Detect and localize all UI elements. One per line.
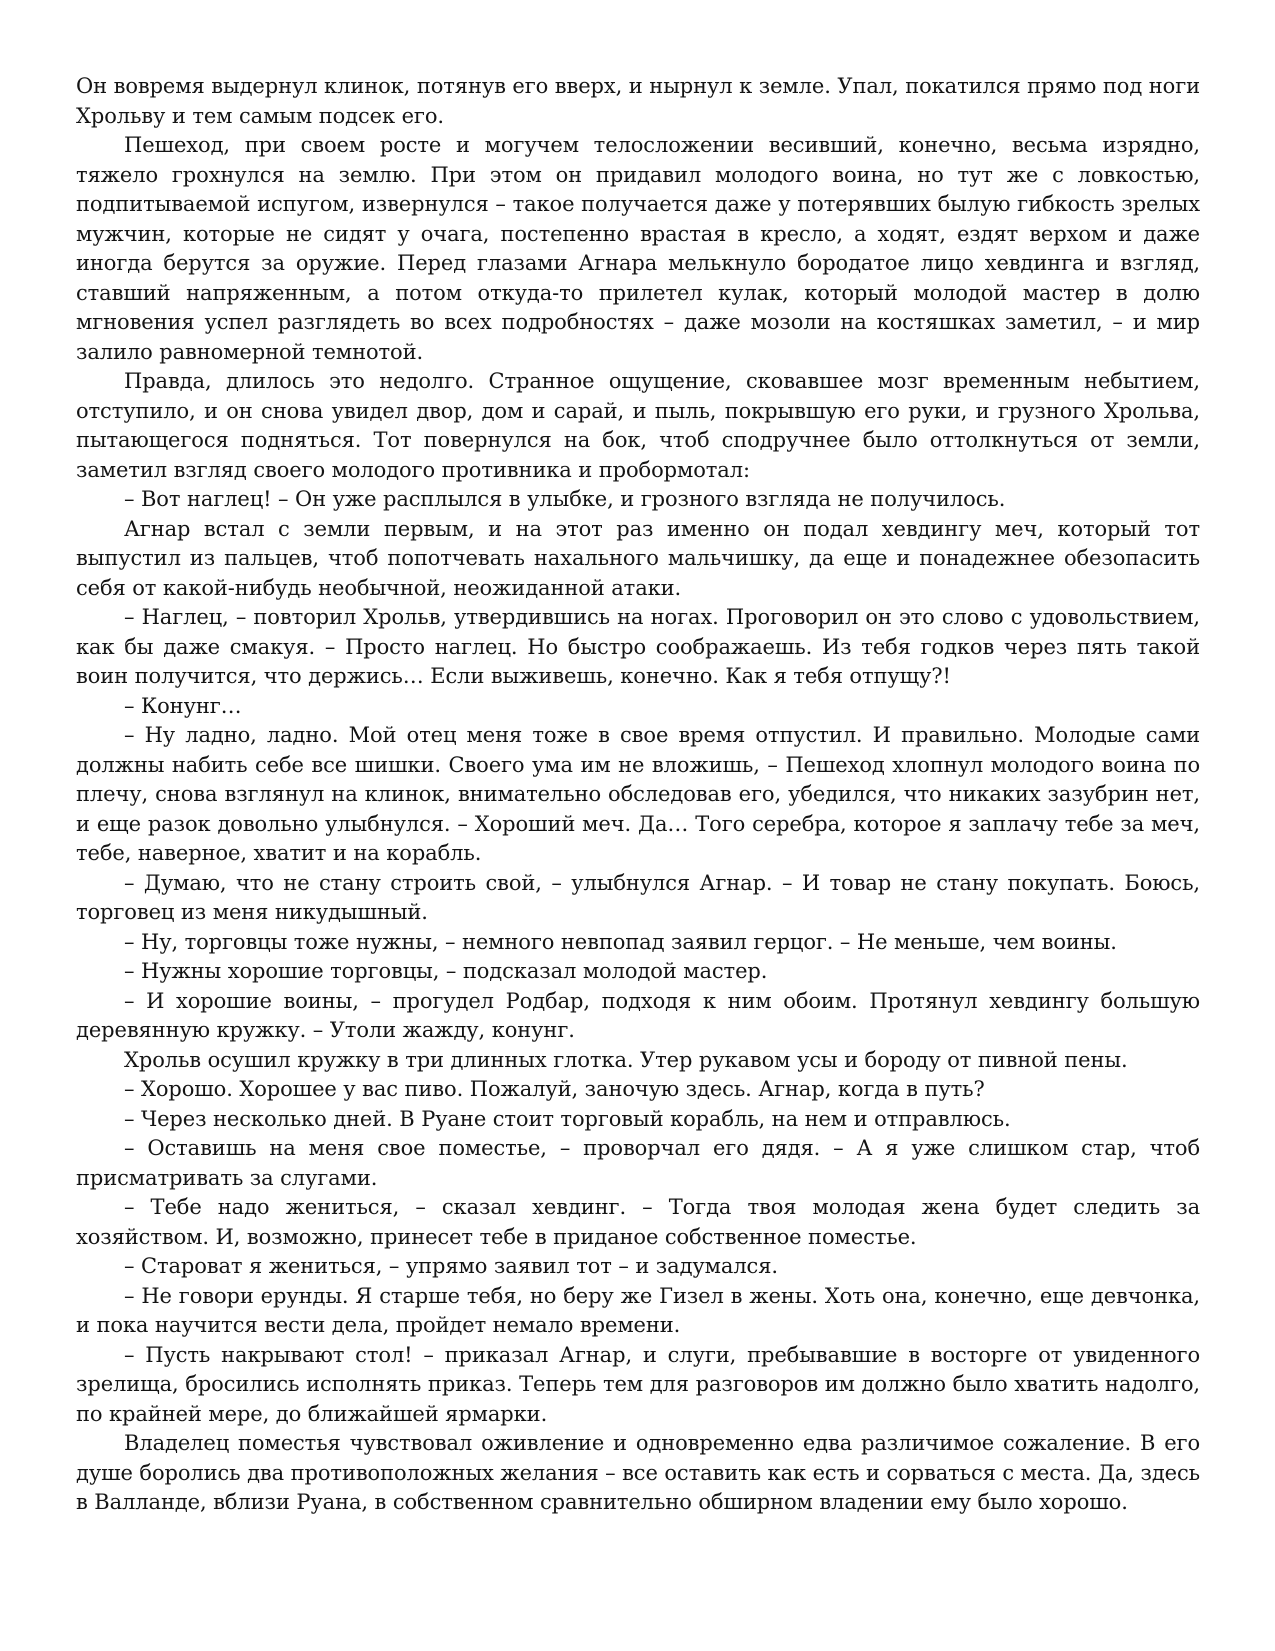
paragraph: – Наглец, – повторил Хрольв, утвердившись на ногах. Проговорил он это слово с удовольствием, как бы даже смакуя. – Просто наглец. Но быстро соображаешь. Из тебя годков через пять такой воин получится, что держись… Если выживешь, конечно. Как я тебя отпущу?! <box>76 605 1200 688</box>
paragraph: Правда, длилось это недолго. Странное ощущение, сковавшее мозг временным небытием, отступило, и он снова увидел двор, дом и сарай, и пыль, покрывшую его руки, и грузного Хрольва, пытающегося подняться. Тот повернулся на бок, чтоб сподручнее было оттолкнуться от земли, заметил взгляд своего молодого противника и пробормотал: <box>76 369 1200 482</box>
paragraph: – И хорошие воины, – прогудел Родбар, подходя к ним обоим. Протянул хевдингу большую деревянную кружку. – Утоли жажду, конунг. <box>76 988 1200 1042</box>
book-page <box>76 72 1200 1518</box>
paragraph: – Ну, торговцы тоже нужны, – немного невпопад заявил герцог. – Не меньше, чем воины. <box>124 929 1117 954</box>
paragraph: Он вовремя выдернул клинок, потянув его вверх, и нырнул к земле. Упал, покатился прямо под ноги Хрольву и тем самым подсек его. <box>76 74 1200 128</box>
paragraph: – Конунг… <box>124 693 242 718</box>
paragraph: Агнар встал с земли первым, и на этот раз именно он подал хевдингу меч, который тот выпустил из пальцев, чтоб попотчевать нахального мальчишку, да еще и понадежнее обезопасить себя от какой-нибудь необычной, неожиданной атаки. <box>76 516 1200 600</box>
paragraph: – Ну ладно, ладно. Мой отец меня тоже в свое время отпустил. И правильно. Молодые сами должны набить себе все шишки. Своего ума им не вложишь, – Пешеход хлопнул молодого воина по плечу, снова взглянул на клинок, внимательно обследовав его, убедился, что никаких зазубрин нет, и еще разок довольно улыбнулся. – Хороший меч. Да… Того серебра, которое я заплачу тебе за меч, тебе, наверное, хватит и на корабль. <box>76 723 1200 865</box>
paragraph: – Не говори ерунды. Я старше тебя, но беру же Гизел в жены. Хоть она, конечно, еще девчонка, и пока научится вести дела, пройдет немало времени. <box>76 1283 1200 1337</box>
paragraph: – Тебе надо жениться, – сказал хевдинг. – Тогда твоя молодая жена будет следить за хозяйством. И, возможно, принесет тебе в приданое собственное поместье. <box>76 1195 1200 1249</box>
paragraph: – Нужны хорошие торговцы, – подсказал молодой мастер. <box>124 959 768 983</box>
paragraph: Хрольв осушил кружку в три длинных глотка. Утер рукавом усы и бороду от пивной пены. <box>124 1047 1128 1072</box>
paragraph: – Пусть накрывают стол! – приказал Агнар, и слуги, пребывавшие в восторге от увиденного зрелища, бросились исполнять приказ. Теперь тем для разговоров им должно было хватить надолго, по крайней мере, до ближайшей ярмарки. <box>76 1342 1200 1426</box>
paragraph: – Через несколько дней. В Руане стоит торговый корабль, на нем и отправлюсь. <box>124 1106 1011 1131</box>
paragraph: – Оставишь на меня свое поместье, – проворчал его дядя. – А я уже слишком стар, чтоб присматривать за слугами. <box>76 1136 1200 1190</box>
paragraph: – Вот наглец! – Он уже расплылся в улыбке, и грозного взгляда не получилось. <box>124 487 1006 511</box>
paragraph: – Думаю, что не стану строить свой, – улыбнулся Агнар. – И товар не стану покупать. Боюсь, торговец из меня никудышный. <box>76 870 1200 924</box>
paragraph: – Староват я жениться, – упрямо заявил тот – и задумался. <box>124 1254 778 1278</box>
paragraph: – Хорошо. Хорошее у вас пиво. Пожалуй, заночую здесь. Агнар, когда в путь? <box>124 1077 985 1101</box>
paragraph: Пешеход, при своем росте и могучем телосложении весивший, конечно, весьма изрядно, тяжело грохнулся на землю. При этом он придавил молодого воина, но тут же с ловкостью, подпитываемой испугом, извернулся – такое получается даже у потерявших былую гибкость зрелых мужчин, которые не сидят у очага, постепенно врастая в кресло, а ходят, ездят верхом и даже иногда берутся за оружие. Перед глазами Агнара мелькнуло бородатое лицо хевдинга и взгляд, ставший напряженным, а потом откуда-то прилетел кулак, который молодой мастер в долю мгновения успел разглядеть во всех подробностях – даже мозоли на костяшках заметил, – и мир залило равномерной темнотой. <box>76 133 1200 364</box>
paragraph: Владелец поместья чувствовал оживление и одновременно едва различимое сожаление. В его душе боролись два противоположных желания – все оставить как есть и сорваться с места. Да, здесь в Валланде, вблизи Руана, в собственном сравнительно обширном владении ему было хорошо. <box>76 1431 1201 1514</box>
